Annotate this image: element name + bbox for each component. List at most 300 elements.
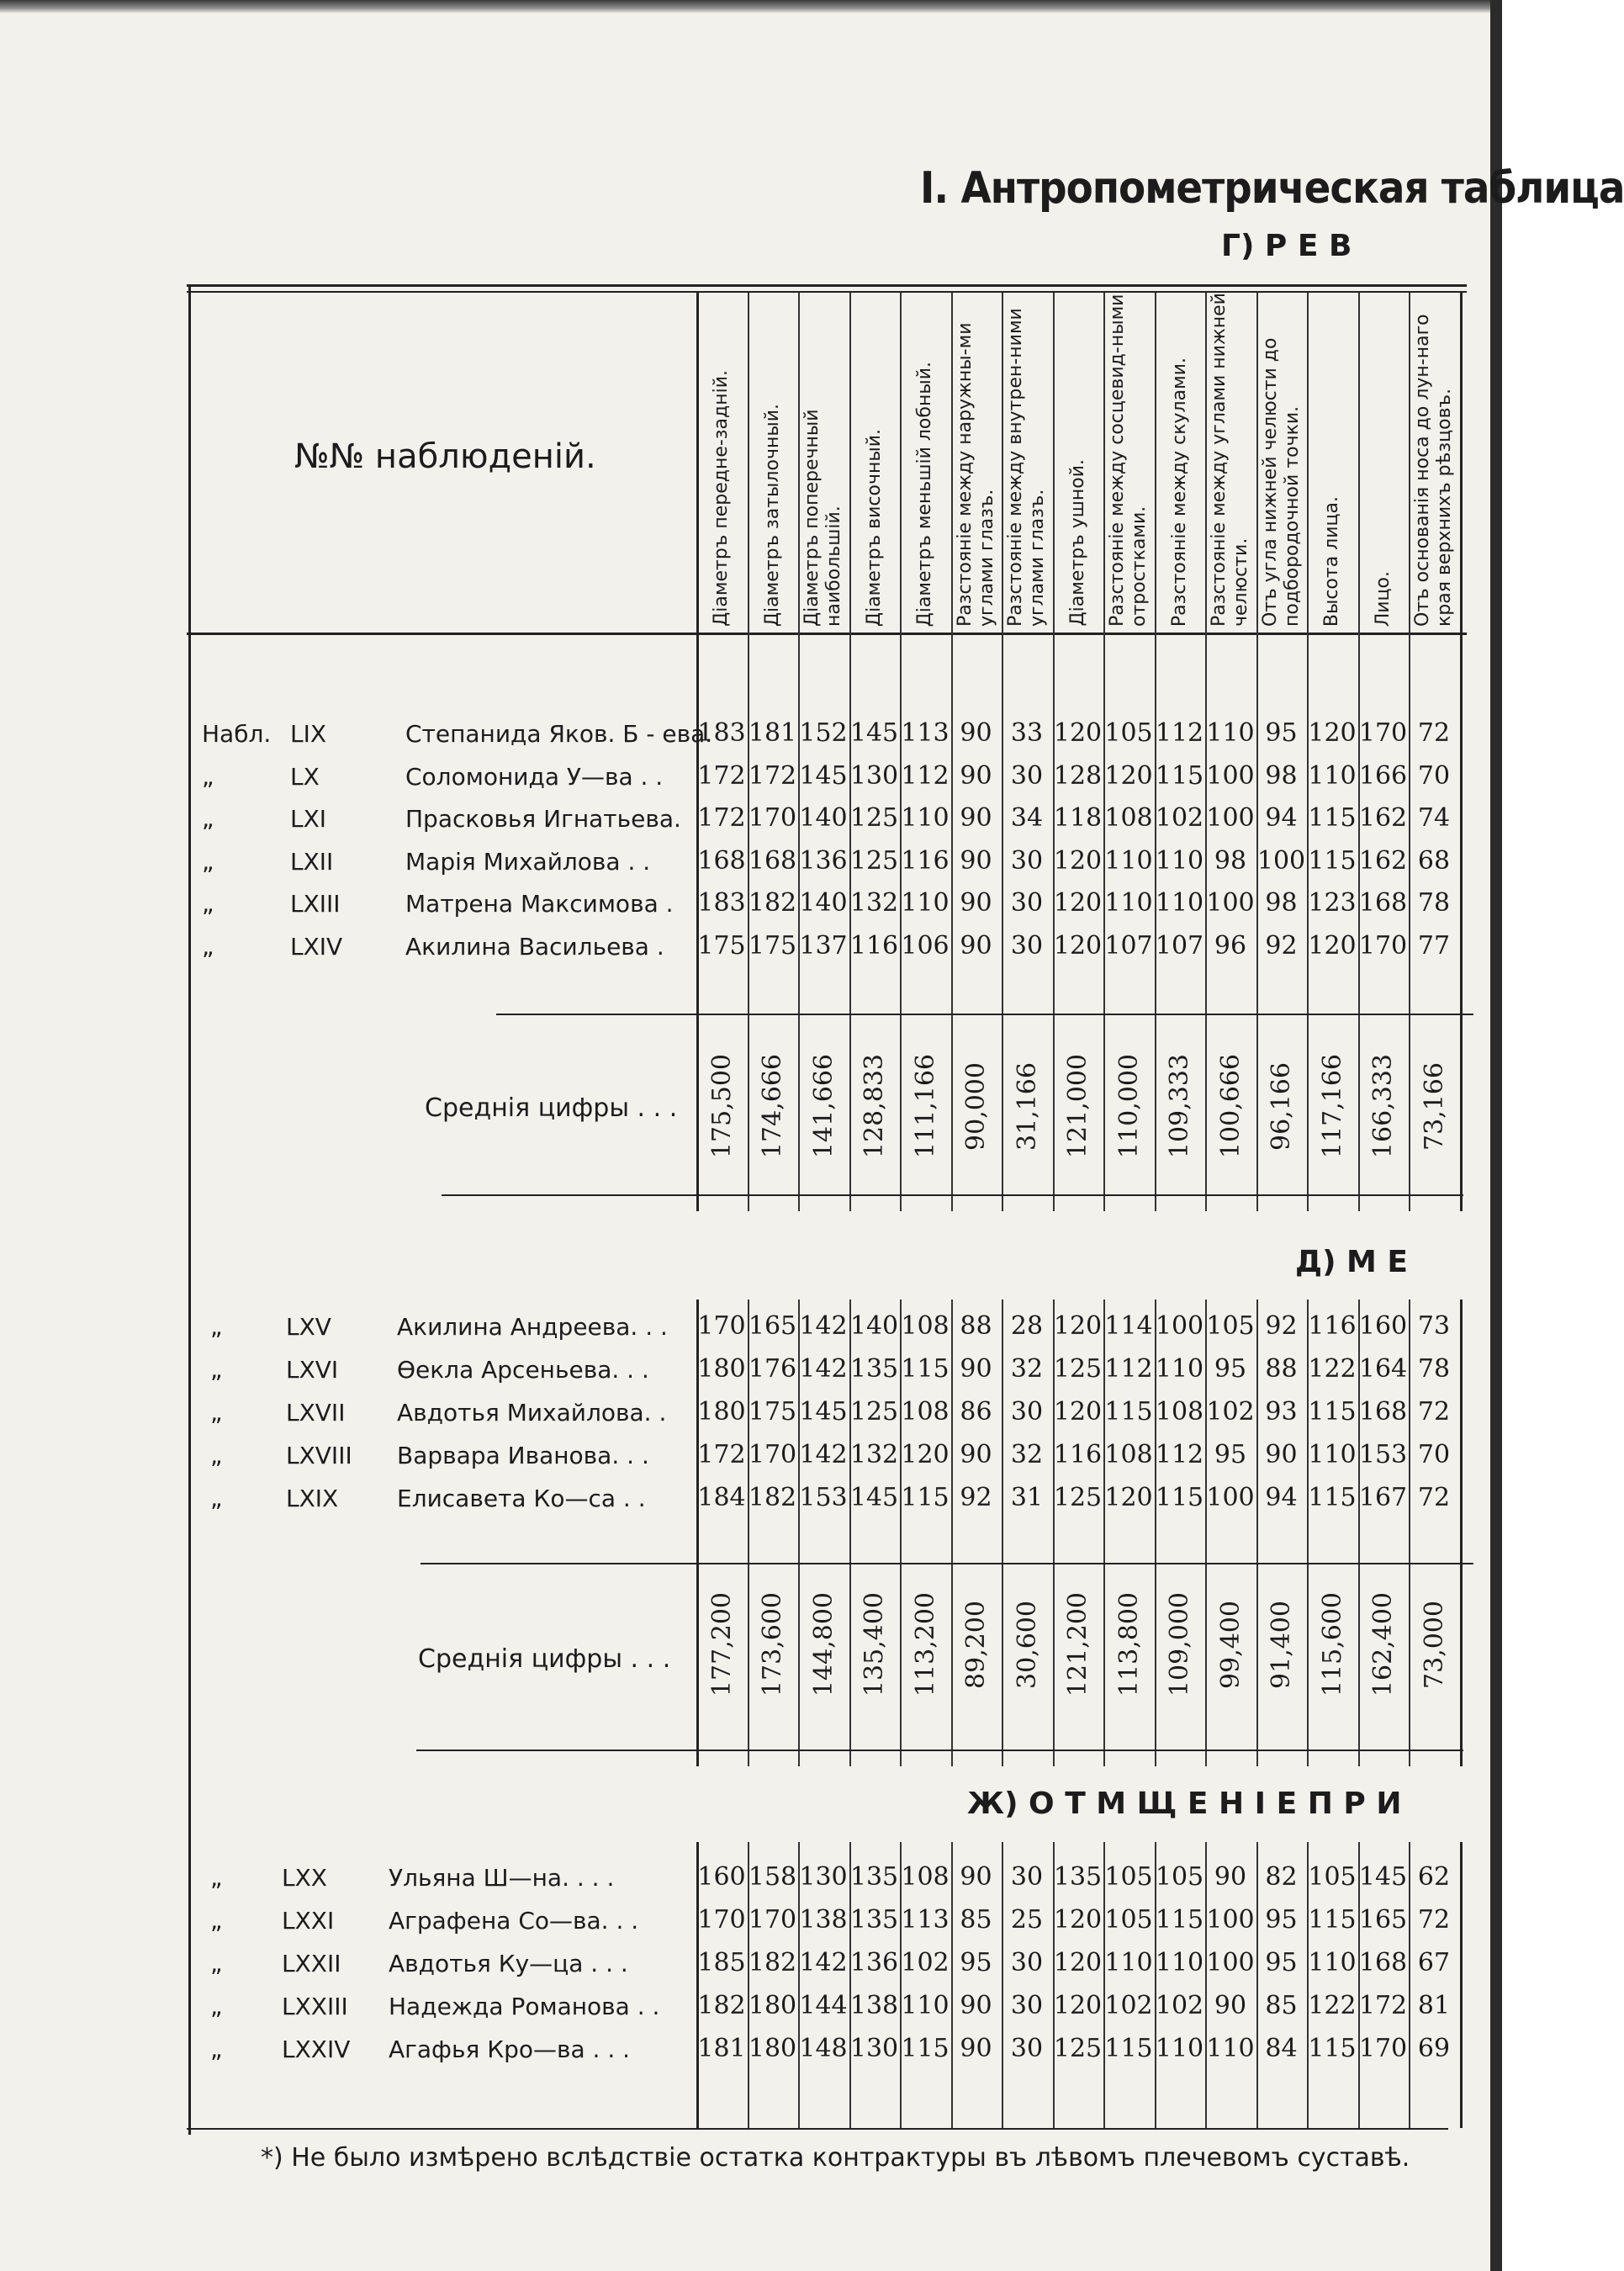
table-cell: 77 <box>1417 930 1451 961</box>
average-value: 128,833 <box>860 1053 889 1159</box>
table-row <box>0 800 1502 842</box>
table-cell: 115 <box>1308 845 1357 876</box>
row-number: LXXII <box>282 1950 341 1977</box>
column-header-label: Діаметръ затылочный. <box>761 403 783 627</box>
table-cell: 72 <box>1417 718 1451 748</box>
table-cell: 115 <box>1155 760 1204 791</box>
table-cell: 120 <box>901 1440 950 1469</box>
table-row <box>0 1945 1502 1987</box>
table-cell: 98 <box>1265 760 1298 791</box>
table-cell: 164 <box>1358 1354 1408 1384</box>
table-bottom-rule <box>187 2128 1448 2130</box>
table-cell: 32 <box>1010 1440 1044 1469</box>
table-cell: 31 <box>1010 1483 1044 1512</box>
column-header <box>1256 290 1308 627</box>
table-cell: 102 <box>1206 1397 1255 1427</box>
row-number: LXIII <box>290 890 341 918</box>
table-cell: 135 <box>849 1354 899 1384</box>
average-cell <box>900 1573 950 1716</box>
column-header-label: Діаметръ передне-задній. <box>711 370 733 627</box>
column-header <box>1307 290 1358 627</box>
table-cell: 72 <box>1417 1905 1451 1935</box>
table-cell: 181 <box>748 718 797 748</box>
table-cell: 165 <box>1358 1905 1408 1935</box>
average-cell <box>849 1573 900 1716</box>
table-cell: 120 <box>1308 930 1357 961</box>
subject-name: Авдотья Ку—ца . . . <box>389 1950 628 1977</box>
table-cell: 181 <box>697 2034 746 2063</box>
table-row <box>0 928 1502 970</box>
table-cell: 90 <box>960 2034 992 2063</box>
row-prefix: „ <box>202 932 214 961</box>
average-value: 30,600 <box>1012 1600 1042 1689</box>
table-cell: 110 <box>1155 2034 1204 2063</box>
header-bottom-rule <box>187 633 1467 635</box>
table-cell: 110 <box>901 803 950 833</box>
table-cell: 92 <box>960 1483 992 1512</box>
average-value: 111,166 <box>910 1053 940 1159</box>
row-number: LXVIII <box>286 1442 352 1469</box>
average-value: 115,600 <box>1317 1591 1347 1697</box>
average-value: 89,200 <box>961 1600 991 1689</box>
table-cell: 142 <box>799 1311 848 1341</box>
table-cell: 100 <box>1206 1948 1255 1977</box>
table-cell: 98 <box>1265 888 1298 918</box>
table-cell: 120 <box>1053 1397 1103 1427</box>
table-cell: 95 <box>960 1948 992 1977</box>
averages-rule-top <box>421 1563 1473 1564</box>
table-cell: 115 <box>1308 2034 1357 2063</box>
table-cell: 115 <box>1308 1397 1357 1427</box>
table-cell: 94 <box>1265 1483 1298 1512</box>
table-cell: 120 <box>1053 888 1103 918</box>
row-prefix: „ <box>210 1993 223 2020</box>
column-header-label: Діаметръ ушной. <box>1066 459 1088 627</box>
table-cell: 92 <box>1265 930 1298 961</box>
average-cell <box>696 1573 747 1716</box>
table-cell: 125 <box>1053 2034 1103 2063</box>
column-header <box>849 290 901 627</box>
average-cell <box>1409 1573 1459 1716</box>
table-top-rule <box>187 284 1467 287</box>
table-cell: 85 <box>1265 1991 1298 2020</box>
average-cell <box>1205 1035 1256 1178</box>
row-prefix: „ <box>210 1864 223 1892</box>
table-cell: 176 <box>748 1354 797 1384</box>
average-cell <box>849 1035 900 1178</box>
row-number: LXX <box>282 1864 327 1892</box>
table-cell: 108 <box>1104 803 1153 833</box>
average-cell <box>1002 1035 1052 1178</box>
table-cell: 115 <box>1104 2034 1153 2063</box>
average-cell <box>1002 1573 1052 1716</box>
subject-name: Ѳекла Арсеньева. . . <box>397 1356 649 1384</box>
table-cell: 120 <box>1308 718 1357 748</box>
table-cell: 172 <box>748 760 797 791</box>
table-cell: 183 <box>697 888 746 918</box>
average-value: 96,166 <box>1267 1061 1296 1151</box>
averages-rule-top <box>496 1014 1473 1015</box>
table-cell: 182 <box>697 1991 746 2020</box>
table-cell: 175 <box>748 1397 797 1427</box>
table-cell: 32 <box>1010 1354 1044 1384</box>
row-number: LXVII <box>286 1399 346 1427</box>
average-cell <box>1053 1573 1103 1716</box>
column-header-label: Лицо. <box>1372 570 1394 627</box>
table-cell: 140 <box>799 888 848 918</box>
table-cell: 125 <box>849 1397 899 1427</box>
average-cell <box>1307 1035 1357 1178</box>
table-cell: 113 <box>901 718 950 748</box>
column-header <box>951 290 1002 627</box>
table-cell: 172 <box>1358 1991 1408 2020</box>
table-cell: 105 <box>1155 1862 1204 1892</box>
table-cell: 108 <box>1104 1440 1153 1469</box>
average-cell <box>1256 1035 1307 1178</box>
average-cell <box>1103 1035 1154 1178</box>
table-cell: 30 <box>1010 2034 1044 2063</box>
table-cell: 30 <box>1010 760 1044 791</box>
average-value: 90,000 <box>961 1061 991 1151</box>
table-cell: 90 <box>960 845 992 876</box>
table-cell: 153 <box>799 1483 848 1512</box>
average-value: 174,666 <box>758 1053 787 1159</box>
averages-rule-bottom <box>416 1750 1463 1751</box>
subject-name: Аграфена Со—ва. . . <box>389 1907 639 1935</box>
average-value: 73,000 <box>1419 1600 1449 1689</box>
row-number: LXXIII <box>282 1993 348 2020</box>
table-cell: 108 <box>901 1862 950 1892</box>
table-cell: 125 <box>1053 1483 1103 1512</box>
column-header <box>1103 290 1155 627</box>
average-cell <box>951 1035 1002 1178</box>
table-cell: 34 <box>1010 803 1044 833</box>
column-header <box>1155 290 1206 627</box>
table-cell: 102 <box>1104 1991 1153 2020</box>
table-cell: 130 <box>849 760 899 791</box>
table-cell: 170 <box>1358 718 1408 748</box>
average-cell <box>1053 1035 1103 1178</box>
table-cell: 95 <box>1214 1354 1247 1384</box>
table-cell: 90 <box>1214 1862 1247 1892</box>
table-cell: 145 <box>799 1397 848 1427</box>
table-cell: 68 <box>1417 845 1451 876</box>
table-cell: 72 <box>1417 1483 1451 1512</box>
table-cell: 170 <box>697 1311 746 1341</box>
table-cell: 105 <box>1104 1905 1153 1935</box>
column-header-label: Разстояніе между углами нижней челюсти. <box>1209 293 1252 627</box>
table-cell: 110 <box>901 888 950 918</box>
table-row <box>0 1351 1502 1393</box>
table-cell: 90 <box>960 888 992 918</box>
table-cell: 153 <box>1358 1440 1408 1469</box>
table-cell: 120 <box>1053 1991 1103 2020</box>
row-prefix: „ <box>202 762 214 791</box>
table-cell: 180 <box>748 1991 797 2020</box>
table-cell: 120 <box>1053 1948 1103 1977</box>
table-cell: 25 <box>1010 1905 1044 1935</box>
table-row <box>0 843 1502 885</box>
table-cell: 69 <box>1417 2034 1451 2063</box>
table-cell: 30 <box>1010 1948 1044 1977</box>
table-cell: 122 <box>1308 1991 1357 2020</box>
table-cell: 145 <box>1358 1862 1408 1892</box>
column-header-label: Отъ угла нижней челюсти до подбородочной точки. <box>1259 337 1303 627</box>
table-cell: 158 <box>748 1862 797 1892</box>
table-cell: 182 <box>748 1948 797 1977</box>
average-value: 121,200 <box>1063 1591 1092 1697</box>
table-cell: 94 <box>1265 803 1298 833</box>
table-cell: 110 <box>1104 888 1153 918</box>
table-cell: 168 <box>697 845 746 876</box>
table-cell: 145 <box>849 718 899 748</box>
average-value: 144,800 <box>808 1591 838 1697</box>
table-cell: 120 <box>1104 760 1153 791</box>
table-cell: 168 <box>1358 1948 1408 1977</box>
average-cell <box>1256 1573 1307 1716</box>
table-cell: 168 <box>1358 888 1408 918</box>
table-cell: 85 <box>960 1905 992 1935</box>
table-cell: 90 <box>960 1862 992 1892</box>
subject-name: Степанида Яков. Б - ева. <box>405 720 713 748</box>
column-header-label: Діаметръ височный. <box>863 428 885 627</box>
table-cell: 100 <box>1256 845 1306 876</box>
subject-name: Надежда Романова . . <box>389 1993 660 2020</box>
average-cell <box>798 1035 849 1178</box>
table-cell: 136 <box>849 1948 899 1977</box>
table-cell: 172 <box>697 1440 746 1469</box>
table-cell: 144 <box>799 1991 848 2020</box>
table-cell: 142 <box>799 1354 848 1384</box>
row-prefix: „ <box>210 1313 223 1341</box>
table-cell: 136 <box>799 845 848 876</box>
table-cell: 142 <box>799 1948 848 1977</box>
table-cell: 168 <box>748 845 797 876</box>
average-value: 173,600 <box>758 1591 787 1697</box>
average-value: 117,166 <box>1317 1053 1347 1159</box>
column-header <box>1358 290 1410 627</box>
table-cell: 82 <box>1265 1862 1298 1892</box>
table-cell: 90 <box>960 930 992 961</box>
table-cell: 182 <box>748 888 797 918</box>
table-cell: 108 <box>1155 1397 1204 1427</box>
average-cell <box>1155 1035 1205 1178</box>
table-cell: 100 <box>1206 1905 1255 1935</box>
table-cell: 162 <box>1358 845 1408 876</box>
column-header-label: Разстояніе между внутрен-ними углами глазъ. <box>1005 308 1049 627</box>
table-cell: 170 <box>748 1905 797 1935</box>
table-row <box>0 1480 1502 1522</box>
table-cell: 125 <box>1053 1354 1103 1384</box>
table-cell: 113 <box>901 1905 950 1935</box>
column-header <box>696 290 748 627</box>
table-cell: 142 <box>799 1440 848 1469</box>
average-value: 109,333 <box>1165 1053 1194 1159</box>
subject-name: Акилина Андреева. . . <box>397 1313 668 1341</box>
table-cell: 112 <box>1155 718 1204 748</box>
table-cell: 120 <box>1104 1483 1153 1512</box>
average-cell <box>1358 1035 1409 1178</box>
table-row <box>0 2030 1502 2072</box>
table-cell: 88 <box>1265 1354 1298 1384</box>
table-cell: 62 <box>1417 1862 1451 1892</box>
table-cell: 72 <box>1417 1397 1451 1427</box>
observations-header: №№ наблюденій. <box>294 437 596 476</box>
table-cell: 74 <box>1417 803 1451 833</box>
average-cell <box>748 1035 798 1178</box>
table-cell: 116 <box>901 845 950 876</box>
table-cell: 183 <box>697 718 746 748</box>
subject-name: Ульяна Ш—на. . . . <box>389 1864 615 1892</box>
table-cell: 135 <box>849 1862 899 1892</box>
table-cell: 185 <box>697 1948 746 1977</box>
table-row <box>0 1902 1502 1944</box>
average-cell <box>696 1035 747 1178</box>
table-cell: 30 <box>1010 888 1044 918</box>
table-cell: 132 <box>849 1440 899 1469</box>
row-prefix: „ <box>210 1907 223 1935</box>
table-cell: 78 <box>1417 888 1451 918</box>
table-cell: 114 <box>1104 1311 1153 1341</box>
footnote: *) Не было измѣрено вслѣдствіе остатка контрактуры въ лѣвомъ плечевомъ суставѣ. <box>261 2143 1410 2173</box>
row-prefix: „ <box>202 890 214 918</box>
table-row <box>0 758 1502 800</box>
subject-name: Авдотья Михайлова. . <box>397 1399 667 1427</box>
table-cell: 145 <box>799 760 848 791</box>
table-cell: 90 <box>960 718 992 748</box>
row-number: LXIV <box>290 932 343 961</box>
table-cell: 30 <box>1010 1862 1044 1892</box>
column-header-label: Разстояніе между наружны-ми углами глазъ. <box>954 322 997 627</box>
table-cell: 90 <box>960 1991 992 2020</box>
table-cell: 108 <box>901 1311 950 1341</box>
table-row <box>0 715 1502 757</box>
average-value: 110,000 <box>1114 1053 1144 1159</box>
table-cell: 100 <box>1206 803 1255 833</box>
averages-label: Среднія цифры . . . <box>418 1644 671 1674</box>
table-cell: 95 <box>1265 1948 1298 1977</box>
table-cell: 168 <box>1358 1397 1408 1427</box>
table-cell: 125 <box>849 845 899 876</box>
average-value: 113,800 <box>1114 1591 1144 1697</box>
table-row <box>0 1308 1502 1350</box>
table-cell: 98 <box>1214 845 1247 876</box>
table-cell: 138 <box>849 1991 899 2020</box>
table-cell: 33 <box>1010 718 1044 748</box>
table-cell: 120 <box>1053 930 1103 961</box>
table-cell: 170 <box>697 1905 746 1935</box>
table-cell: 130 <box>849 2034 899 2063</box>
row-number: LXXI <box>282 1907 335 1935</box>
table-cell: 86 <box>960 1397 992 1427</box>
section-label-g: Г) Р Е В <box>1221 229 1352 263</box>
table-cell: 112 <box>901 760 950 791</box>
average-value: 135,400 <box>860 1591 889 1697</box>
table-cell: 95 <box>1214 1440 1247 1469</box>
table-cell: 110 <box>1206 2034 1255 2063</box>
subject-name: Прасковья Игнатьева. <box>405 805 681 833</box>
average-cell <box>1358 1573 1409 1716</box>
average-cell <box>748 1573 798 1716</box>
table-cell: 105 <box>1206 1311 1255 1341</box>
subject-name: Агафья Кро—ва . . . <box>389 2035 631 2063</box>
table-cell: 30 <box>1010 845 1044 876</box>
average-value: 73,166 <box>1419 1061 1449 1151</box>
table-cell: 120 <box>1053 718 1103 748</box>
column-header <box>1205 290 1256 627</box>
page-top-edge <box>0 0 1502 13</box>
row-number: LIX <box>290 720 327 748</box>
table-cell: 140 <box>849 1311 899 1341</box>
table-cell: 170 <box>748 1440 797 1469</box>
page-title: I. Антропометрическая таблица <box>920 163 1624 214</box>
subject-name: Варвара Иванова. . . <box>397 1442 649 1469</box>
table-cell: 84 <box>1265 2034 1298 2063</box>
table-cell: 175 <box>697 930 746 961</box>
table-cell: 118 <box>1053 803 1103 833</box>
row-prefix: „ <box>210 1442 223 1469</box>
table-cell: 160 <box>697 1862 746 1892</box>
table-cell: 110 <box>1155 888 1204 918</box>
table-cell: 125 <box>849 803 899 833</box>
table-cell: 166 <box>1358 760 1408 791</box>
table-cell: 28 <box>1010 1311 1044 1341</box>
table-cell: 115 <box>1104 1397 1153 1427</box>
table-row <box>0 1988 1502 2030</box>
table-cell: 184 <box>697 1483 746 1512</box>
table-cell: 170 <box>1358 2034 1408 2063</box>
table-cell: 160 <box>1358 1311 1408 1341</box>
average-cell <box>798 1573 849 1716</box>
average-cell <box>951 1573 1002 1716</box>
table-cell: 110 <box>1308 1948 1357 1977</box>
table-cell: 182 <box>748 1483 797 1512</box>
table-cell: 145 <box>849 1483 899 1512</box>
table-left-rule <box>188 284 191 2135</box>
column-header <box>1409 290 1460 627</box>
averages-rule-bottom <box>442 1194 1463 1196</box>
subject-name: Марія Михайлова . . <box>405 847 651 876</box>
table-cell: 115 <box>901 1483 950 1512</box>
table-cell: 102 <box>1155 1991 1204 2020</box>
table-cell: 130 <box>799 1862 848 1892</box>
table-cell: 95 <box>1265 1905 1298 1935</box>
column-header-label: Разстояніе между скулами. <box>1168 357 1190 627</box>
column-header <box>1002 290 1053 627</box>
subject-name: Соломонида У—ва . . <box>405 762 664 791</box>
table-cell: 115 <box>1308 803 1357 833</box>
table-cell: 120 <box>1053 1905 1103 1935</box>
table-cell: 137 <box>799 930 848 961</box>
row-prefix: „ <box>210 1950 223 1977</box>
table-cell: 122 <box>1308 1354 1357 1384</box>
table-cell: 165 <box>748 1311 797 1341</box>
table-cell: 92 <box>1265 1311 1298 1341</box>
table-cell: 175 <box>748 930 797 961</box>
table-cell: 180 <box>748 2034 797 2063</box>
table-cell: 152 <box>799 718 848 748</box>
table-cell: 162 <box>1358 803 1408 833</box>
row-number: LXIX <box>286 1485 339 1512</box>
table-cell: 138 <box>799 1905 848 1935</box>
subject-name: Елисавета Ко—са . . <box>397 1485 646 1512</box>
table-cell: 107 <box>1155 930 1204 961</box>
row-number: LXVI <box>286 1356 339 1384</box>
table-cell: 116 <box>1053 1440 1103 1469</box>
row-prefix: „ <box>210 1356 223 1384</box>
column-header-label: Отъ основанія носа до лун-наго края верхнихъ рѣзцовъ. <box>1412 314 1456 627</box>
row-prefix: Набл. <box>202 720 272 748</box>
